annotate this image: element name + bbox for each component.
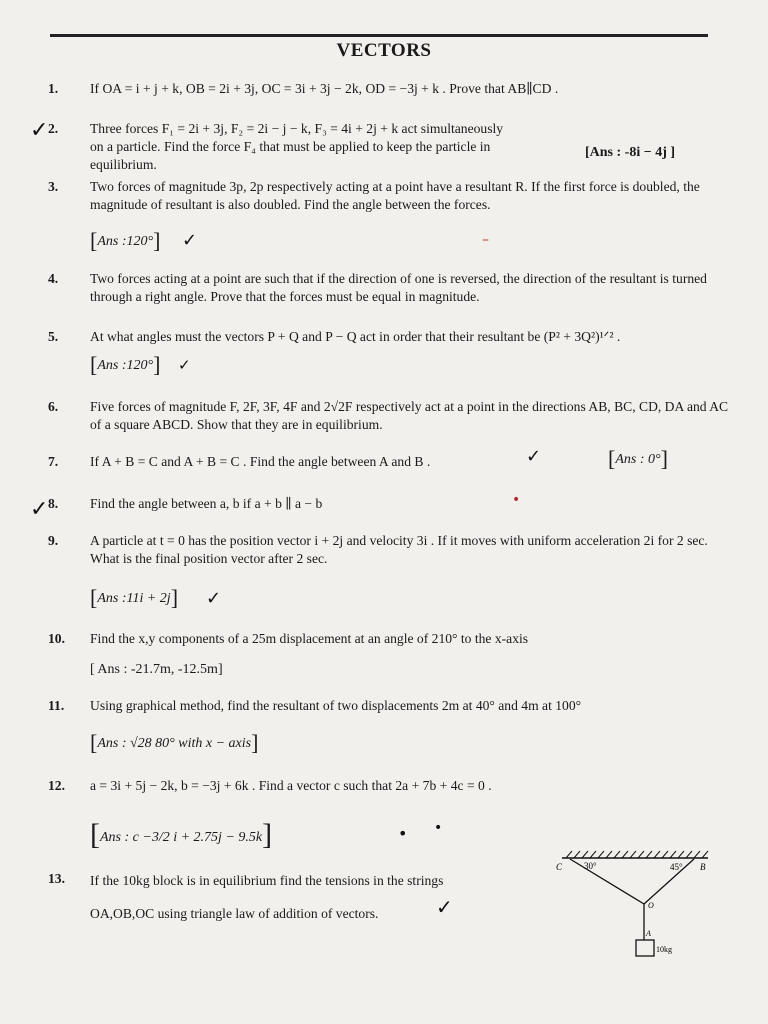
question-text: Find the x,y components of a 25m displacement at an angle of 210° to the x-axis: [90, 631, 529, 646]
question-number: 2.: [48, 121, 59, 136]
check-mark-icon: ✓: [30, 497, 49, 522]
question-text: Using graphical method, find the resultant of two displacements 2m at 40° and 4m at 100°: [90, 698, 582, 713]
label-b: B: [700, 862, 706, 872]
question-text: At what angles must the vectors P + Q and P − Q act in order that their resultant be (P² + 3Q²)¹ᐟ² .: [90, 329, 621, 344]
answer-text: Ans :120°: [97, 234, 154, 249]
check-mark-icon: ✓: [526, 446, 542, 467]
question-number: 9.: [48, 533, 59, 548]
question-number: 11.: [48, 698, 65, 713]
question-text: Three forces F₁ = 2i + 3j, F₂ = 2i − j − k, F₃ = 4i + 2j + k act simultaneously on a particle. Find the force F₄ that must be applied to keep the particle in equilibrium.: [90, 121, 504, 172]
answer-3: [Ans :120°]: [90, 228, 161, 253]
string-oc: [570, 859, 644, 904]
answer-text: Ans : √28 80° with x − axis: [97, 736, 252, 751]
block: [636, 940, 654, 956]
question-text: A particle at t = 0 has the position vector i + 2j and velocity 3i . If it moves with uniform acceleration 2i for 2 sec. What is the final position vector after 2 sec.: [90, 533, 708, 566]
top-rule: [50, 34, 708, 37]
question-number: 8.: [48, 496, 59, 511]
check-mark-icon: ✓: [206, 588, 222, 609]
question-number: 1.: [48, 81, 59, 96]
question-text: If A + B = C and A + B = C . Find the angle between A and B .: [90, 454, 431, 469]
question-number: 3.: [48, 179, 59, 194]
question-number: 7.: [48, 454, 59, 469]
answer-text: Ans : 0°: [615, 452, 661, 467]
answer-5: [Ans :120°]: [90, 352, 161, 377]
page-title: VECTORS: [336, 40, 432, 61]
question-number: 10.: [48, 631, 65, 646]
answer-text: Ans :120°: [97, 358, 154, 373]
string-ob: [644, 859, 694, 904]
answer-2: [Ans : -8i − 4j ]: [585, 145, 676, 160]
answer-text: Ans :11i + 2j: [97, 591, 171, 606]
check-mark-icon: ✓: [182, 230, 198, 251]
label-c: C: [556, 862, 563, 872]
question-text: Find the angle between a, b if a + b ∥ a − b: [90, 496, 323, 511]
red-dot-mark: •: [512, 492, 521, 508]
angle-left-label: 30°: [584, 861, 597, 871]
red-dash-mark: –: [482, 232, 489, 248]
question-text: Five forces of magnitude F, 2F, 3F, 4F and 2√2F respectively act at a point in the directions AB, BC, CD, DA and AC of a square ABCD. Show that they are in equilibrium.: [90, 399, 729, 432]
angle-right-label: 45°: [670, 862, 683, 872]
answer-9: [Ans :11i + 2j]: [90, 585, 179, 610]
answer-12: [Ans : c −3/2 i + 2.75j − 9.5k]: [90, 818, 273, 851]
answer-11: [Ans : √28 80° with x − axis]: [90, 730, 259, 755]
ink-dot-mark: •: [434, 820, 443, 836]
check-mark-icon: ✓: [178, 356, 191, 374]
check-mark-icon: ✓: [30, 118, 49, 143]
question-number: 12.: [48, 778, 65, 793]
answer-text: Ans : c −3/2 i + 2.75j − 9.5k: [100, 830, 263, 845]
equilibrium-diagram: [548, 848, 718, 963]
label-a: A: [646, 929, 651, 938]
answer-7: [Ans : 0°]: [608, 446, 668, 471]
mass-label: 10kg: [656, 945, 672, 954]
answer-10: [ Ans : -21.7m, -12.5m]: [90, 662, 223, 677]
question-text: a = 3i + 5j − 2k, b = −3j + 6k . Find a vector c such that 2a + 7b + 4c = 0 .: [90, 778, 492, 793]
question-number: 6.: [48, 399, 59, 414]
question-text: If OA = i + j + k, OB = 2i + 3j, OC = 3i + 3j − 2k, OD = −3j + k . Prove that AB∥CD .: [90, 81, 559, 96]
question-text: Two forces of magnitude 3p, 2p respectively acting at a point have a resultant R. If the first force is doubled, the magnitude of resultant is also doubled. Find the angle between the forces.: [90, 179, 700, 212]
question-number: 4.: [48, 271, 59, 286]
question-text: Two forces acting at a point are such that if the direction of one is reversed, the direction of the resultant is turned through a right angle. Prove that the forces must be equal in magnitude.: [90, 271, 707, 304]
question-number: 13.: [48, 871, 65, 886]
check-mark-icon: ✓: [436, 895, 453, 919]
ink-dot-mark: •: [398, 824, 408, 843]
ceiling-hatching: [566, 851, 708, 858]
label-o: O: [648, 901, 654, 910]
question-text: If the 10kg block is in equilibrium find the tensions in the strings OA,OB,OC using triangle law of addition of vectors.: [90, 873, 444, 921]
question-number: 5.: [48, 329, 59, 344]
